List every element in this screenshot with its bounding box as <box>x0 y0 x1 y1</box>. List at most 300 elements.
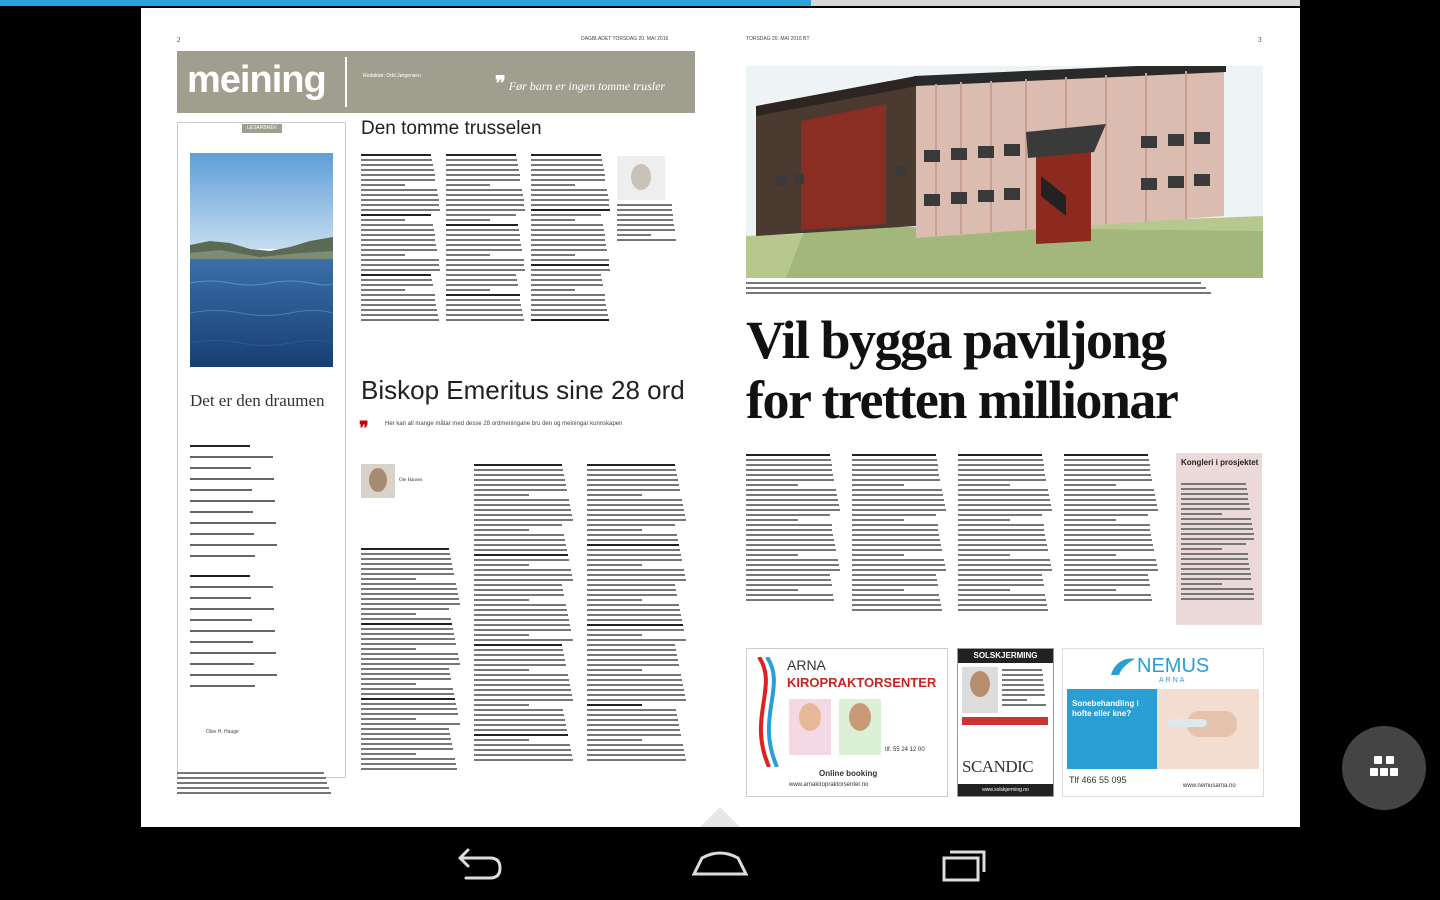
reading-progress-fill <box>0 0 811 6</box>
text-line <box>361 319 439 321</box>
text-line <box>958 454 1042 456</box>
text-line <box>446 274 516 276</box>
text-line <box>531 214 601 216</box>
text-line <box>361 224 433 226</box>
text-line <box>1064 534 1151 536</box>
text-line <box>852 539 940 541</box>
text-line <box>852 559 944 561</box>
back-arrow-icon <box>438 838 518 890</box>
text-line <box>474 499 569 501</box>
text-line <box>958 599 1046 601</box>
text-line <box>474 719 565 721</box>
text-line <box>361 583 456 585</box>
fact-box-title: Kongleri i prosjektet <box>1181 458 1259 467</box>
text-line <box>1181 583 1222 585</box>
text-line <box>587 469 676 471</box>
article-subline: Her kan all mange måtar med desse 28 ordmeningane bru den og meiningar kunnskapen <box>385 421 623 427</box>
text-line <box>474 554 568 556</box>
text-line <box>746 479 834 481</box>
text-line <box>446 164 518 166</box>
text-line <box>361 289 405 291</box>
text-line <box>474 749 571 751</box>
ad2-header: SOLSKJERMING <box>958 649 1053 663</box>
text-line <box>1064 599 1152 601</box>
text-line <box>361 688 453 690</box>
text-line <box>587 699 686 701</box>
ad-kiropraktor[interactable] <box>746 648 948 797</box>
text-line <box>446 194 523 196</box>
text-line <box>361 733 450 735</box>
text-line <box>852 454 936 456</box>
text-line <box>531 314 608 316</box>
text-line <box>1181 503 1249 505</box>
ad1-brand-line1: ARNA <box>787 657 826 673</box>
text-line <box>1064 564 1157 566</box>
text-line <box>1064 539 1152 541</box>
text-line <box>587 754 685 756</box>
text-line <box>361 633 454 635</box>
text-line <box>746 569 840 571</box>
text-line <box>474 649 563 651</box>
text-line <box>958 534 1045 536</box>
text-line <box>361 703 456 705</box>
text-line <box>958 469 1044 471</box>
article-text-column <box>746 454 841 604</box>
text-line <box>474 614 568 616</box>
text-line <box>852 479 940 481</box>
text-line <box>958 584 1044 586</box>
text-line <box>531 204 609 206</box>
fact-box-text <box>1181 483 1255 603</box>
text-line <box>617 214 673 216</box>
quote-mark-icon: ❞ <box>495 73 506 95</box>
text-line <box>746 524 832 526</box>
text-line <box>587 604 679 606</box>
text-line <box>746 594 833 596</box>
text-line <box>361 309 437 311</box>
text-line <box>361 693 454 695</box>
text-line <box>958 539 1046 541</box>
ad2-person-head <box>970 671 990 697</box>
text-line <box>531 279 602 281</box>
text-line <box>177 772 324 774</box>
text-line <box>958 514 1042 516</box>
text-line <box>361 723 460 725</box>
text-line <box>587 479 678 481</box>
text-line <box>617 204 672 206</box>
section-byline: Redaktør: Odd Jørgensen <box>363 73 421 79</box>
text-line <box>474 599 529 601</box>
text-line <box>361 254 405 256</box>
text-line <box>1002 704 1046 706</box>
back-button[interactable] <box>438 838 518 890</box>
text-line <box>361 678 451 680</box>
text-line <box>1064 544 1153 546</box>
text-line <box>361 648 416 650</box>
text-line <box>474 489 567 491</box>
text-line <box>587 639 686 641</box>
text-line <box>852 519 904 521</box>
ad2-person <box>962 667 998 713</box>
text-line <box>746 579 831 581</box>
text-line <box>531 249 607 251</box>
text-line <box>474 549 567 551</box>
text-line <box>361 159 432 161</box>
poem-line <box>190 586 273 588</box>
text-line <box>587 649 676 651</box>
text-line <box>474 514 572 516</box>
text-line <box>361 548 449 550</box>
text-line <box>474 484 566 486</box>
text-line <box>852 459 937 461</box>
text-line <box>531 289 575 291</box>
text-line <box>474 754 572 756</box>
text-line <box>746 489 836 491</box>
text-line <box>587 564 642 566</box>
text-line <box>361 638 455 640</box>
text-line <box>852 509 946 511</box>
text-line <box>1002 684 1044 686</box>
text-line <box>852 534 939 536</box>
text-line <box>587 544 679 546</box>
text-line <box>531 179 605 181</box>
text-line <box>361 713 458 715</box>
ad3-photo <box>1157 689 1259 769</box>
text-line <box>474 464 562 466</box>
text-line <box>587 524 675 526</box>
poem-line <box>190 663 254 665</box>
text-line <box>474 494 529 496</box>
text-line <box>587 509 684 511</box>
text-line <box>1181 533 1254 535</box>
text-line <box>958 579 1043 581</box>
text-line <box>474 709 563 711</box>
poem-line <box>190 511 253 513</box>
text-line <box>531 199 609 201</box>
text-line <box>531 304 606 306</box>
poem-line <box>190 445 250 447</box>
columnist-portrait <box>361 464 395 498</box>
text-line <box>852 529 938 531</box>
home-button[interactable] <box>680 838 760 890</box>
left-page-number: 2 <box>177 36 181 44</box>
poem-line <box>190 608 274 610</box>
text-line <box>361 753 416 755</box>
text-line <box>852 494 943 496</box>
text-line <box>361 603 460 605</box>
text-line <box>852 544 941 546</box>
text-line <box>746 287 1206 289</box>
text-line <box>474 544 566 546</box>
text-line <box>746 504 839 506</box>
text-line <box>1064 569 1158 571</box>
text-line <box>446 169 519 171</box>
text-line <box>746 459 831 461</box>
text-line <box>446 309 522 311</box>
poem-line <box>190 489 252 491</box>
ad2-brand: SCANDIC <box>962 757 1034 776</box>
text-line <box>446 204 524 206</box>
text-line <box>587 519 686 521</box>
text-line <box>474 579 573 581</box>
portrait-head <box>631 164 651 190</box>
text-line <box>531 159 602 161</box>
text-line <box>361 259 439 261</box>
text-line <box>361 274 431 276</box>
text-line <box>852 589 904 591</box>
pavilion-image <box>746 66 1263 278</box>
text-line <box>1064 514 1148 516</box>
text-line <box>958 499 1050 501</box>
article-headline-tomme[interactable]: Den tomme trusselen <box>361 118 542 139</box>
text-line <box>474 539 565 541</box>
poem-line <box>190 500 275 502</box>
text-line <box>958 504 1051 506</box>
newspaper-spread[interactable] <box>141 8 1300 827</box>
text-line <box>852 574 936 576</box>
text-line <box>361 219 405 221</box>
text-line <box>1064 509 1158 511</box>
text-line <box>1064 574 1148 576</box>
text-line <box>587 629 684 631</box>
poem-title: Det er den draumen <box>190 391 325 410</box>
main-headline[interactable] <box>746 310 1177 430</box>
text-line <box>587 619 682 621</box>
text-line <box>587 534 677 536</box>
text-line <box>361 284 433 286</box>
poem-line <box>190 575 250 577</box>
text-line <box>852 504 945 506</box>
text-line <box>1181 578 1251 580</box>
text-line <box>361 209 440 211</box>
text-line <box>617 209 672 211</box>
text-line <box>177 782 327 784</box>
text-line <box>958 544 1047 546</box>
text-line <box>361 748 453 750</box>
text-line <box>852 609 942 611</box>
text-line <box>958 524 1044 526</box>
text-line <box>958 494 1049 496</box>
text-line <box>446 264 524 266</box>
text-line <box>1064 489 1154 491</box>
text-line <box>474 604 566 606</box>
text-line <box>361 643 456 645</box>
headline-line-1: Vil bygga paviljong <box>746 310 1166 370</box>
nemus-logo-icon <box>1109 655 1137 677</box>
text-line <box>617 224 674 226</box>
ad1-person-2-head <box>849 703 871 731</box>
text-line <box>617 234 651 236</box>
text-line <box>617 229 675 231</box>
text-line <box>852 469 938 471</box>
text-line <box>746 549 836 551</box>
section-word: meining <box>187 59 326 101</box>
text-line <box>617 219 673 221</box>
poem-line <box>190 641 253 643</box>
text-line <box>361 304 436 306</box>
text-line <box>361 718 416 720</box>
text-line <box>531 254 575 256</box>
text-line <box>587 614 681 616</box>
text-line <box>587 719 678 721</box>
page-overview-button[interactable] <box>1342 726 1426 810</box>
text-line <box>361 264 439 266</box>
poem-badge: LESARBREV <box>242 124 282 133</box>
text-line <box>446 184 490 186</box>
left-page[interactable] <box>141 8 720 827</box>
text-line <box>958 529 1044 531</box>
text-line <box>361 154 431 156</box>
text-line <box>474 519 573 521</box>
text-line <box>177 787 329 789</box>
text-line <box>177 777 326 779</box>
ad3-blue-panel <box>1067 689 1157 769</box>
fact-box <box>1176 453 1262 625</box>
text-line <box>531 229 604 231</box>
text-line <box>474 574 572 576</box>
poem-line <box>190 652 276 654</box>
ad3-phone: Tlf 466 55 095 <box>1069 775 1127 785</box>
article-text-column <box>531 154 611 324</box>
text-line <box>361 558 451 560</box>
text-line <box>361 169 434 171</box>
text-line <box>361 618 451 620</box>
text-line <box>474 714 564 716</box>
text-line <box>1064 554 1116 556</box>
text-line <box>361 553 450 555</box>
recent-apps-icon <box>924 838 1004 890</box>
text-line <box>531 164 603 166</box>
text-line <box>746 539 834 541</box>
text-line <box>531 259 609 261</box>
text-line <box>1064 479 1152 481</box>
page-curl-handle[interactable] <box>700 807 740 827</box>
right-page[interactable] <box>721 8 1300 827</box>
text-line <box>587 579 686 581</box>
pavilion-illustration[interactable] <box>746 66 1263 278</box>
home-icon <box>680 838 760 890</box>
article-text-column <box>852 454 947 614</box>
text-line <box>361 573 454 575</box>
ad2-text <box>1002 669 1048 709</box>
text-line <box>1064 494 1155 496</box>
text-line <box>852 484 904 486</box>
text-line <box>746 494 837 496</box>
text-line <box>446 229 519 231</box>
text-line <box>746 464 832 466</box>
text-line <box>852 584 938 586</box>
text-line <box>531 274 601 276</box>
text-line <box>531 209 610 211</box>
reading-progress-track <box>0 0 1300 6</box>
ad1-person-2 <box>839 699 881 755</box>
text-line <box>361 194 438 196</box>
ad3-sub: ARNA <box>1159 677 1187 684</box>
text-line <box>587 734 681 736</box>
left-folio: DAGBLADET TORSDAG 20. MAI 2016 <box>581 36 669 42</box>
text-line <box>1181 508 1250 510</box>
text-line <box>1064 469 1150 471</box>
text-line <box>587 664 679 666</box>
text-line <box>852 524 938 526</box>
text-line <box>1181 488 1247 490</box>
text-line <box>361 578 416 580</box>
recent-apps-button[interactable] <box>924 838 1004 890</box>
article-text-column <box>958 454 1053 614</box>
text-line <box>531 184 575 186</box>
android-navigation-bar <box>0 828 1440 900</box>
text-line <box>587 679 682 681</box>
text-line <box>361 249 437 251</box>
text-line <box>958 459 1043 461</box>
text-line <box>361 758 455 760</box>
image-caption <box>746 282 1263 297</box>
text-line <box>1181 598 1254 600</box>
ad-solskjerming[interactable] <box>957 648 1054 797</box>
ad1-person-1 <box>789 699 831 755</box>
text-line <box>474 674 568 676</box>
text-line <box>361 623 452 625</box>
text-line <box>446 239 520 241</box>
text-line <box>531 194 608 196</box>
columnist-name: Ole Hansen <box>399 478 423 483</box>
text-line <box>958 569 1052 571</box>
poem-line <box>190 478 274 480</box>
text-line <box>746 564 839 566</box>
text-line <box>446 219 490 221</box>
text-line <box>361 763 456 765</box>
text-line <box>474 589 563 591</box>
right-page-number: 3 <box>1258 36 1262 44</box>
ad3-brand: NEMUS <box>1137 655 1210 677</box>
text-line <box>474 759 573 761</box>
text-line <box>531 309 607 311</box>
text-line <box>474 569 571 571</box>
headline-line-2: for tretten millionar <box>746 370 1178 430</box>
text-line <box>446 319 524 321</box>
text-line <box>361 738 451 740</box>
text-line <box>474 644 562 646</box>
text-line <box>587 584 675 586</box>
text-line <box>361 593 458 595</box>
text-line <box>531 294 605 296</box>
text-line <box>587 634 642 636</box>
article-headline-biskop[interactable]: Biskop Emeritus sine 28 ord <box>361 375 685 405</box>
text-line <box>1064 474 1151 476</box>
text-line <box>361 608 449 610</box>
ad1-booking: Online booking <box>819 769 878 778</box>
text-line <box>446 279 517 281</box>
text-line <box>852 464 938 466</box>
text-line <box>446 304 521 306</box>
text-line <box>587 554 681 556</box>
text-line <box>1064 584 1150 586</box>
text-line <box>474 729 567 731</box>
text-line <box>1064 464 1150 466</box>
ad3-photo-device <box>1167 719 1207 727</box>
ad-nemus[interactable] <box>1062 648 1264 797</box>
text-line <box>361 184 405 186</box>
text-line <box>1181 568 1250 570</box>
text-line <box>361 698 455 700</box>
text-line <box>958 519 1010 521</box>
text-line <box>361 653 458 655</box>
poem-line <box>190 630 275 632</box>
text-line <box>531 269 610 271</box>
text-line <box>587 644 675 646</box>
text-line <box>361 683 416 685</box>
text-line <box>361 299 435 301</box>
